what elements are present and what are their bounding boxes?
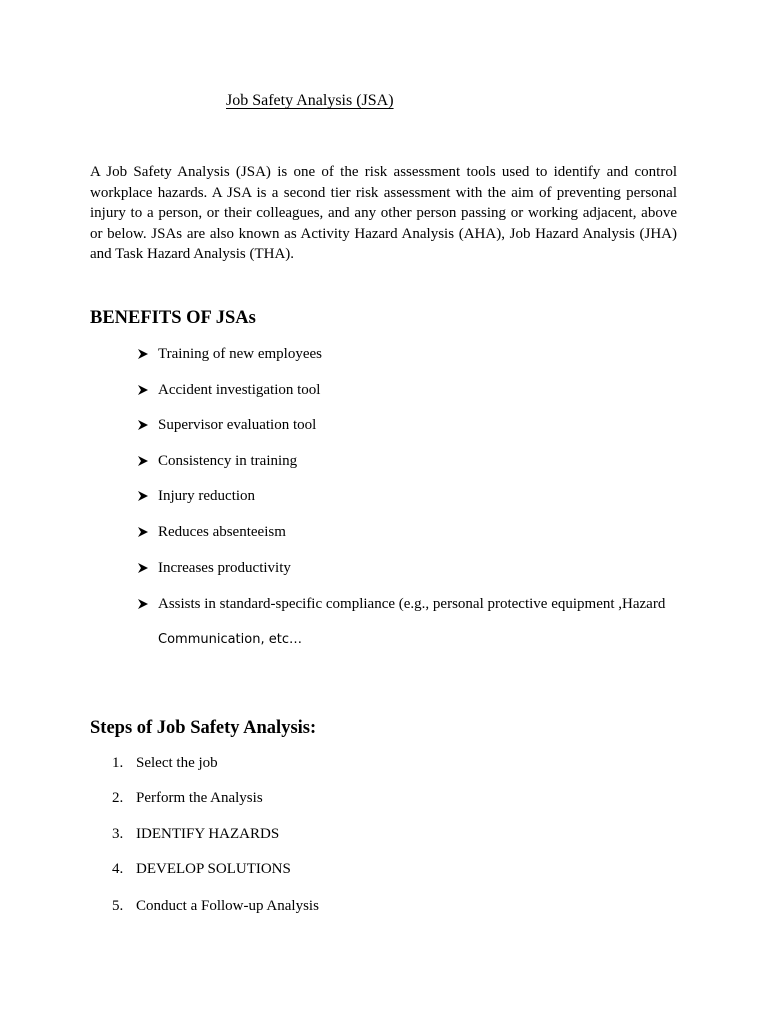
step-label: Conduct a Follow-up Analysis xyxy=(136,898,319,914)
step-label: Perform the Analysis xyxy=(136,790,263,806)
benefit-label: Reduces absenteeism xyxy=(158,524,286,540)
arrowhead-bullet-icon xyxy=(137,348,149,360)
arrowhead-bullet-icon xyxy=(137,526,149,538)
benefit-label: Injury reduction xyxy=(158,488,256,504)
benefits-heading: BENEFITS OF JSAs xyxy=(90,308,256,328)
benefit-label: Supervisor evaluation tool xyxy=(158,417,317,433)
arrowhead-bullet-icon xyxy=(137,490,149,502)
step-number: 4. xyxy=(112,861,124,877)
arrowhead-bullet-icon xyxy=(137,419,149,431)
arrowhead-bullet-icon xyxy=(137,384,149,396)
benefit-continuation: Communication, etc… xyxy=(158,632,302,647)
benefit-label: Consistency in training xyxy=(158,453,298,469)
benefit-label: Assists in standard-specific compliance (e.g., personal protective equipment ,Hazard xyxy=(158,596,666,612)
document-title: Job Safety Analysis (JSA) xyxy=(226,92,394,109)
step-label: Select the job xyxy=(136,755,218,771)
step-number: 1. xyxy=(112,755,124,771)
arrowhead-bullet-icon xyxy=(137,562,149,574)
step-label: IDENTIFY HAZARDS xyxy=(136,826,280,842)
step-number: 2. xyxy=(112,790,124,806)
steps-heading: Steps of Job Safety Analysis: xyxy=(90,718,317,738)
intro-paragraph: A Job Safety Analysis (JSA) is one of the risk assessment tools used to identify and control workplace hazards. A JSA is a second tier risk assessment with the aim of preventing personal injury to a person, or their colleagues, and any other person passing or working adjacent, above or below. JSAs are also known as Activity Hazard Analysis (AHA), Job Hazard Analysis (JHA) and Task Hazard Analysis (THA). xyxy=(90,164,677,262)
arrowhead-bullet-icon xyxy=(137,455,149,467)
arrowhead-bullet-icon xyxy=(137,598,149,610)
benefit-label: Increases productivity xyxy=(158,560,291,576)
step-number: 3. xyxy=(112,826,124,842)
step-label: DEVELOP SOLUTIONS xyxy=(136,861,291,877)
benefit-label: Training of new employees xyxy=(158,346,323,362)
step-number: 5. xyxy=(112,898,124,914)
benefit-label: Accident investigation tool xyxy=(158,382,321,398)
